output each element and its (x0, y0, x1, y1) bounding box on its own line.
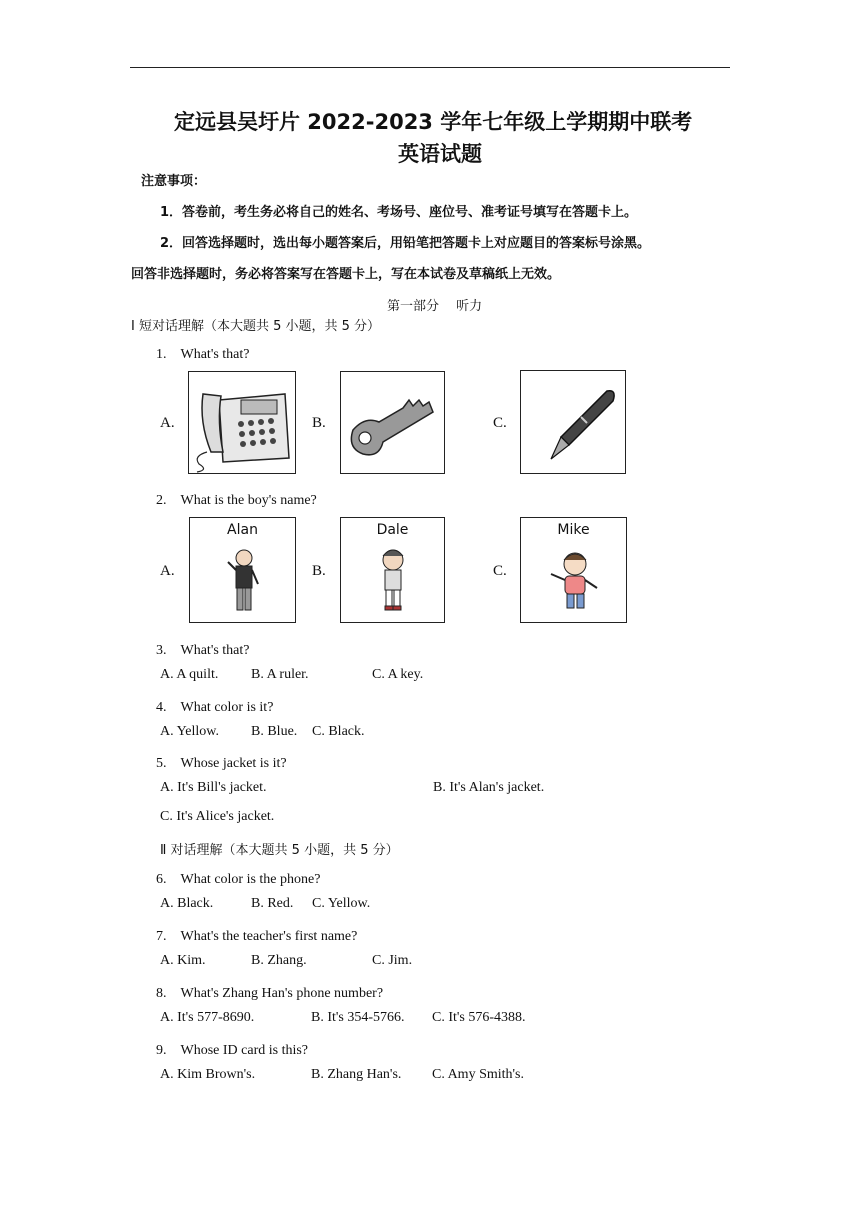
question-4: 4. What color is it? (156, 700, 274, 715)
question-8: 8. What's Zhang Han's phone number? (156, 986, 384, 1001)
boy-name-dale: Dale (376, 522, 409, 538)
q5-option-c: C. It's Alice's jacket. (160, 809, 275, 824)
q2-picture-b (340, 517, 445, 623)
q9-option-c: C. Amy Smith's. (432, 1067, 524, 1082)
section-1-title: Ⅰ 短对话理解（本大题共 5 小题，共 5 分） (131, 319, 381, 334)
q9-option-b: B. Zhang Han's. (311, 1067, 402, 1082)
notice-heading: 注意事项： (141, 174, 207, 189)
q6-option-c: C. Yellow. (312, 896, 371, 911)
q1-label-a: A. (160, 415, 175, 431)
question-9: 9. Whose ID card is this? (156, 1043, 309, 1058)
q7-option-c: C. Jim. (372, 953, 413, 968)
q6-option-b: B. Red. (251, 896, 294, 911)
q2-label-c: C. (493, 563, 507, 579)
question-1: 1. What's that? (156, 347, 250, 362)
boy-name-mike: Mike (557, 522, 590, 538)
q7-option-a: A. Kim. (160, 953, 206, 968)
question-5: 5. Whose jacket is it? (156, 756, 287, 771)
q5-option-b: B. It's Alan's jacket. (433, 780, 545, 795)
section-2-title: Ⅱ 对话理解（本大题共 5 小题，共 5 分） (160, 843, 399, 858)
question-7: 7. What's the teacher's first name? (156, 929, 358, 944)
q2-picture-a (189, 517, 296, 623)
page-subtitle: 英语试题 (398, 142, 482, 166)
q8-option-b: B. It's 354-5766. (311, 1010, 405, 1025)
q3-option-b: B. A ruler. (251, 667, 309, 682)
notice-item-1: 1．答卷前，考生务必将自己的姓名、考场号、座位号、准考证号填写在答题卡上。 (160, 205, 638, 220)
q3-option-c: C. A key. (372, 667, 424, 682)
boy-name-alan: Alan (227, 522, 258, 538)
key-icon (341, 372, 446, 475)
q4-option-c: C. Black. (312, 724, 365, 739)
page-title: 定远县吴圩片 2022-2023 学年七年级上学期期中联考 (174, 110, 693, 134)
boy-dale-icon (341, 518, 446, 624)
q7-option-b: B. Zhang. (251, 953, 307, 968)
q1-picture-c (520, 370, 626, 474)
question-2: 2. What is the boy's name? (156, 493, 317, 508)
telephone-icon (189, 372, 297, 475)
q2-label-b: B. (312, 563, 326, 579)
q1-label-c: C. (493, 415, 507, 431)
q2-label-a: A. (160, 563, 175, 579)
q4-option-b: B. Blue. (251, 724, 298, 739)
notice-item-2: 2．回答选择题时，选出每小题答案后，用铅笔把答题卡上对应题目的答案标号涂黑。 (160, 236, 651, 251)
top-rule (130, 67, 730, 68)
question-6: 6. What color is the phone? (156, 872, 321, 887)
q1-picture-b (340, 371, 445, 474)
notice-item-2-cont: 回答非选择题时，务必将答案写在答题卡上，写在本试卷及草稿纸上无效。 (131, 267, 561, 282)
question-3: 3. What's that? (156, 643, 250, 658)
q2-picture-c (520, 517, 627, 623)
q1-label-b: B. (312, 415, 326, 431)
q6-option-a: A. Black. (160, 896, 214, 911)
q4-option-a: A. Yellow. (160, 724, 219, 739)
q5-option-a: A. It's Bill's jacket. (160, 780, 267, 795)
q8-option-a: A. It's 577-8690. (160, 1010, 255, 1025)
part-title: 第一部分 听力 (387, 299, 483, 314)
boy-mike-icon (521, 518, 628, 624)
q9-option-a: A. Kim Brown's. (160, 1067, 256, 1082)
q1-picture-a (188, 371, 296, 474)
q3-option-a: A. A quilt. (160, 667, 219, 682)
pen-icon (521, 371, 627, 475)
boy-alan-icon (190, 518, 297, 624)
q8-option-c: C. It's 576-4388. (432, 1010, 526, 1025)
